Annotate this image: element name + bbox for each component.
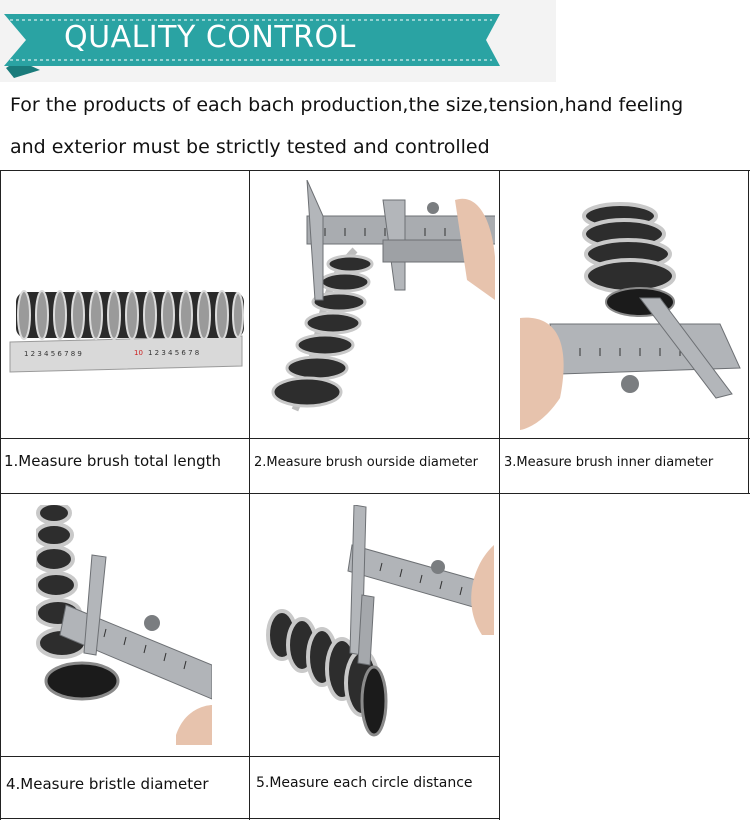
measurement-grid [0,170,750,820]
step-caption-1: 1.Measure brush total length [4,452,221,470]
banner-title: QUALITY CONTROL [64,20,356,55]
photo-bristle-diameter [36,505,212,745]
svg-text:1 2 3 4 5 6 7 8 9: 1 2 3 4 5 6 7 8 9 [24,350,82,358]
photo-brush-length [6,270,246,380]
photo-outside-diameter [255,180,495,432]
grid-rule [0,438,750,439]
photo-inner-diameter [520,198,745,430]
grid-rule [499,170,500,820]
grid-rule [0,170,750,171]
grid-rule [748,170,749,493]
photo-circle-distance [262,505,494,745]
grid-rule [0,756,500,757]
grid-rule [249,170,250,820]
intro-text [10,84,740,168]
step-caption-3: 3.Measure brush inner diameter [504,455,714,470]
intro-line-2: and exterior must be strictly tested and controlled [10,136,490,158]
grid-rule [0,170,1,820]
svg-text:1 2 3 4 5 6 7 8: 1 2 3 4 5 6 7 8 [148,349,200,357]
step-caption-2: 2.Measure brush ourside diameter [254,455,479,470]
grid-rule [0,493,750,494]
svg-text:10: 10 [134,349,143,357]
intro-line-1: For the products of each bach production,the size,tension,hand feeling [10,94,684,116]
grid-rule [0,818,500,819]
step-caption-4: 4.Measure bristle diameter [6,775,209,793]
step-caption-5: 5.Measure each circle distance [256,775,473,791]
